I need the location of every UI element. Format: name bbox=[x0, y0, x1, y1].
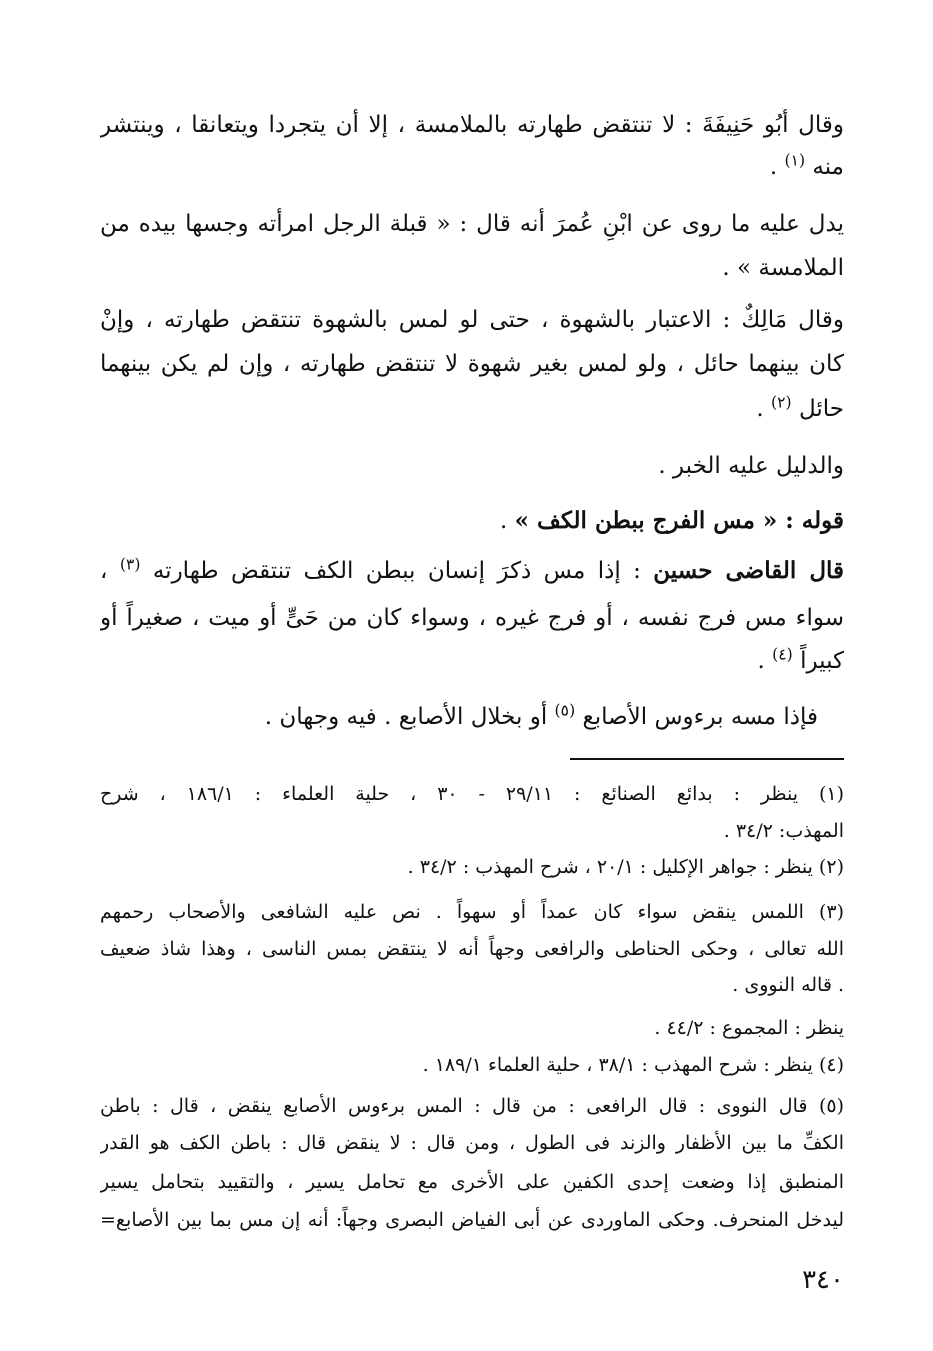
footnote-5-line-3: المنطبق إذا وضعت إحدى الكفين على الأخرى مع تحامل يسير ، والتقييد بتحامل يسير bbox=[100, 1171, 844, 1193]
body-text: . bbox=[500, 508, 508, 534]
body-line-1: وقال أَبُو حَنِيفَةَ : لا تنتقض طهارته بالملامسة ، إلا أن يتجردا ويتعانقا ، وينتشر bbox=[100, 112, 844, 138]
body-text: فإذا مسه برءوس الأصابع bbox=[582, 704, 818, 730]
body-text: منه bbox=[812, 154, 844, 180]
footnote-4: (٤) ينظر : شرح المهذب : ٣٨/١ ، حلية العلماء ١٨٩/١ . bbox=[422, 1054, 844, 1076]
footnote-3-line-3: . قاله النووى . bbox=[732, 974, 844, 996]
footnote-divider bbox=[570, 758, 844, 760]
author-name: قال القاضى حسين bbox=[653, 557, 844, 584]
footnote-5-line-4: ليدخل المنحرف. وحكى الماوردى عن أبى الفياض البصرى وجهاً: أنه إن مس بما بين الأصابع= bbox=[100, 1209, 844, 1231]
footnote-1-line-2: المهذب: ٣٤/٢ . bbox=[723, 820, 844, 842]
body-text: : إذا مس ذكرَ إنسان ببطن الكف تنتقض طهارته bbox=[152, 558, 641, 584]
footnote-1-line-1: (١) ينظر : بدائع الصنائع : ٢٩/١١ - ٣٠ ، حلية العلماء : ١٨٦/١ ، شرح bbox=[100, 783, 844, 805]
footnote-3-reference: ينظر : المجموع : ٤٤/٢ . bbox=[654, 1017, 844, 1039]
body-text: . bbox=[757, 648, 765, 674]
body-line-4: الملامسة » . bbox=[722, 255, 844, 281]
quoted-heading: قوله : « مس الفرج ببطن الكف » bbox=[514, 507, 844, 534]
body-line-12 bbox=[100, 644, 844, 678]
body-text: . bbox=[769, 154, 778, 180]
footnote-ref-4: (٤) bbox=[772, 644, 793, 664]
footnote-5-line-2: الكفِّ ما بين الأظفار والزند فى الطول ، ومن قال : لا ينقض قال : باطن الكف هو القدر bbox=[100, 1132, 844, 1154]
footnote-5-line-1: (٥) قال النووى : قال الرافعى : من قال : المس برءوس الأصابع ينقض ، قال : باطن bbox=[100, 1095, 844, 1117]
body-text: أو بخلال الأصابع . فيه وجهان . bbox=[264, 704, 548, 730]
body-line-6: كان بينهما حائل ، ولو لمس بغير شهوة لا تنتقض طهارته ، وإن لم يكن بينهما bbox=[100, 351, 844, 377]
footnote-3-line-1: (٣) اللمس ينقض سواء كان عمداً أو سهواً . نص عليه الشافعى والأصحاب رحمهم bbox=[100, 901, 844, 923]
body-text: حائل bbox=[798, 396, 844, 422]
body-line-2 bbox=[100, 150, 844, 184]
body-line-3: يدل عليه ما روى عن ابْنِ عُمرَ أنه قال : « قبلة الرجل امرأته وجسها بيده من bbox=[100, 211, 844, 237]
footnote-2: (٢) ينظر : جواهر الإكليل : ٢٠/١ ، شرح المهذب : ٣٤/٢ . bbox=[407, 856, 844, 878]
body-line-11: سواء مس فرج نفسه ، أو فرج غيره ، وسواء كان من حَىٍّ أو ميت ، صغيراً أو bbox=[100, 605, 844, 631]
footnote-ref-2: (٢) bbox=[771, 392, 792, 412]
body-text: . bbox=[756, 396, 764, 422]
footnote-3-line-2: الله تعالى ، وحكى الحناطى والرافعى وجهاً أنه لا ينتقض بمس الناسى ، وهذا شاذ ضعيف bbox=[100, 938, 844, 960]
footnote-ref-3: (٣) bbox=[119, 554, 141, 574]
body-line-13 bbox=[100, 700, 818, 734]
body-text: كبيراً bbox=[800, 648, 844, 674]
body-line-5: وقال مَالِكٌ : الاعتبار بالشهوة ، حتى لو لمس بالشهوة تنتقض طهارته ، وإنْ bbox=[100, 307, 844, 333]
body-line-8: والدليل عليه الخبر . bbox=[658, 453, 844, 479]
body-line-9 bbox=[100, 504, 844, 538]
body-line-7 bbox=[100, 392, 844, 426]
page-number: ٣٤٠ bbox=[802, 1265, 844, 1295]
body-line-10 bbox=[100, 554, 844, 588]
body-text: ، bbox=[100, 558, 108, 584]
footnote-ref-1: (١) bbox=[784, 150, 806, 170]
footnote-ref-5: (٥) bbox=[554, 700, 576, 720]
